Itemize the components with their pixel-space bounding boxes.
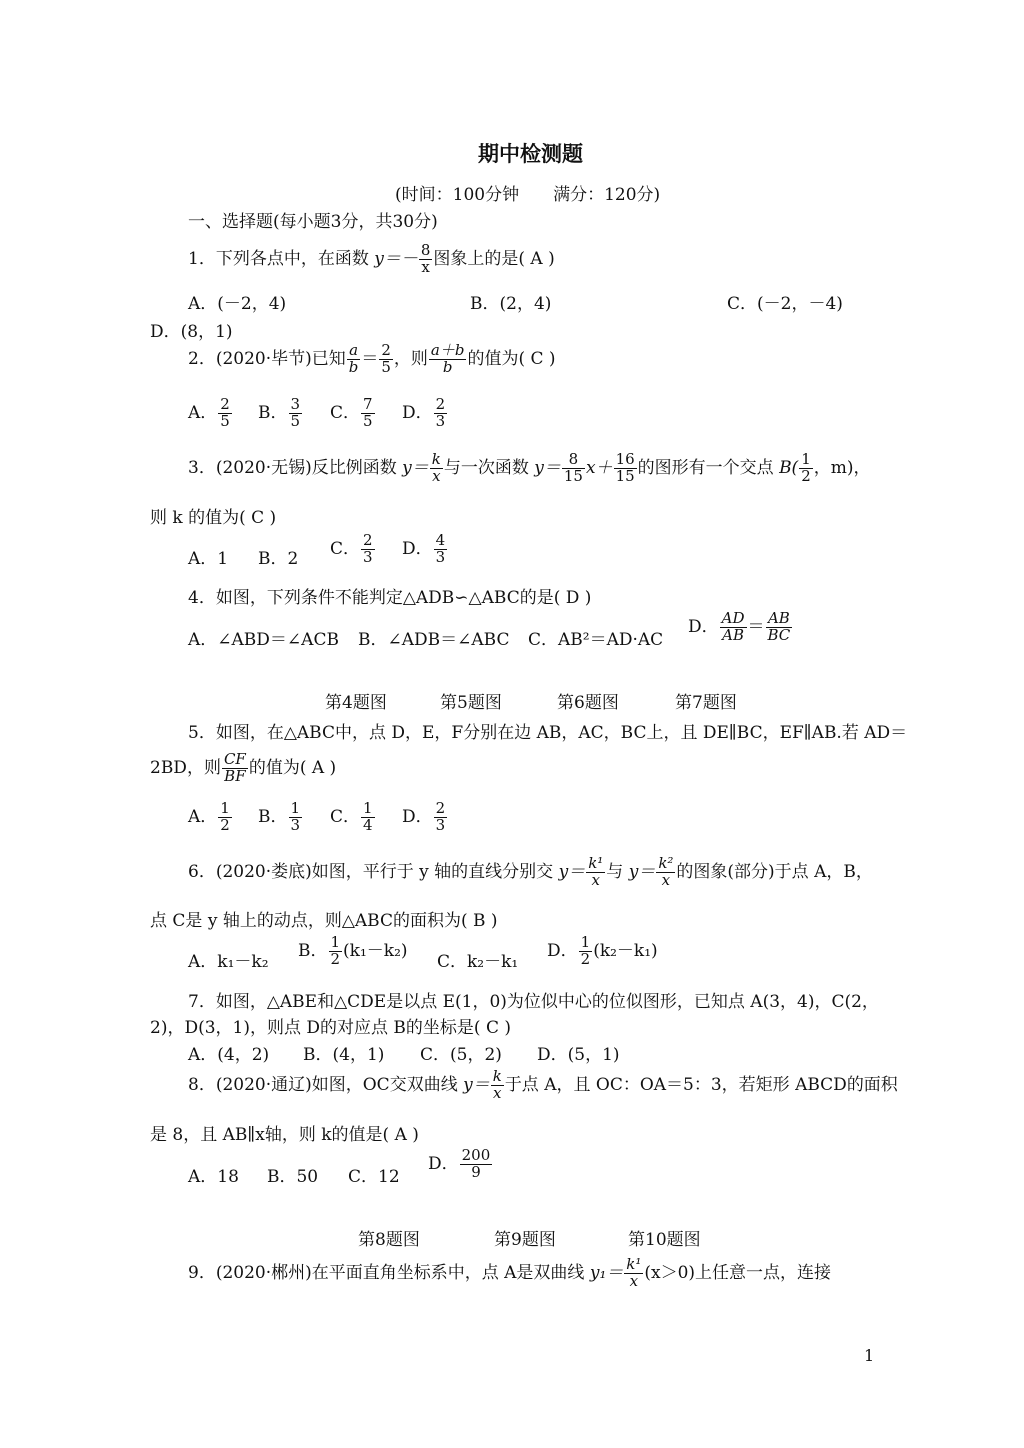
question-6-stem: 6．(2020·娄底)如图，平行于 y 轴的直线分别交 y＝ $\frac{\text{k¹}}{x}$ 与 y＝ $\frac{\text{k²}}{x}$ 的图象(部分)于点 A，B， — [188, 854, 873, 889]
q3-option-d: D． $\frac{4}{3}$ — [402, 531, 446, 566]
figure-caption: 第5题图 — [440, 693, 502, 713]
figure-caption: 第4题图 — [325, 693, 387, 713]
q6-option-a: A．k₁－k₂ — [188, 952, 269, 972]
q4-option-c: C．AB²＝AD·AC — [528, 630, 664, 650]
question-5-line1: 5．如图，在△ABC中，点 D，E，F分别在边 AB，AC，BC上，且 DE∥BC，EF∥AB.若 AD＝ — [188, 723, 908, 743]
q3-option-b: B．2 — [258, 549, 299, 569]
q2-option-d: D． $\frac{2}{3}$ — [402, 395, 446, 430]
figure-caption: 第7题图 — [675, 693, 737, 713]
figure-caption: 第8题图 — [358, 1230, 420, 1250]
q2-option-b: B． $\frac{3}{5}$ — [258, 395, 301, 430]
question-7-line1: 7．如图，△ABE和△CDE是以点 E(1，0)为位似中心的位似图形，已知点 A(3，4)，C(2， — [188, 992, 879, 1012]
q6-option-c: C．k₂－k₁ — [437, 952, 519, 972]
q7-option-d: D．(5，1) — [537, 1045, 620, 1065]
q7-option-c: C．(5，2) — [420, 1045, 502, 1065]
page-number: 1 — [864, 1346, 875, 1365]
question-3-line2: 则 k 的值为( C ) — [150, 508, 277, 528]
question-1-stem: 1．下列各点中，在函数 y＝－ $\frac{8}{x}$ 图象上的是( A ) — [188, 241, 555, 276]
q4-option-d: D． $\frac{AD}{AB}$ ＝ $\frac{AB}{BC}$ — [688, 609, 791, 644]
fraction: $\frac{8}{x}$ — [420, 241, 431, 276]
figure-caption: 第6题图 — [557, 693, 619, 713]
q5-option-c: C． $\frac{1}{4}$ — [330, 799, 373, 834]
figure-caption: 第9题图 — [494, 1230, 556, 1250]
q5-option-d: D． $\frac{2}{3}$ — [402, 799, 446, 834]
q1-option-c: C．(－2，－4) — [727, 294, 843, 314]
question-8-stem: 8．(2020·通辽)如图，OC交双曲线 y＝ $\frac{k}{x}$ 于点 A，且 OC：OA＝5：3，若矩形 ABCD的面积 — [188, 1067, 898, 1102]
question-3-stem: 3．(2020·无锡)反比例函数 y＝ $\frac{k}{x}$ 与一次函数 y＝ $\frac{8}{15}$ x＋ $\frac{16}{15}$ 的图形有一个交点 B( $\frac{1}{2}$ ，m)， — [188, 450, 871, 485]
q8-option-b: B．50 — [267, 1167, 319, 1187]
q2-option-a: A． $\frac{2}{5}$ — [188, 395, 230, 430]
question-5-line2: 2BD，则 $\frac{CF}{BF}$ 的值为( A ) — [150, 750, 337, 785]
question-4-stem: 4．如图，下列条件不能判定△ADB∽△ABC的是( D ) — [188, 588, 592, 608]
q1-option-d: D．(8，1) — [150, 322, 233, 342]
section-heading: 一、选择题(每小题3分，共30分) — [188, 212, 438, 232]
page-title: 期中检测题 — [478, 142, 583, 166]
q8-option-c: C．12 — [348, 1167, 400, 1187]
q1-option-a: A．(－2，4) — [188, 294, 287, 314]
q3-option-c: C． $\frac{2}{3}$ — [330, 531, 373, 566]
q8-option-a: A．18 — [188, 1167, 239, 1187]
q3-option-a: A．1 — [188, 549, 229, 569]
question-8-line2: 是 8，且 AB∥x轴，则 k的值是( A ) — [150, 1125, 419, 1145]
q5-option-a: A． $\frac{1}{2}$ — [188, 799, 230, 834]
q8-option-d: D． $\frac{200}{9}$ — [428, 1146, 491, 1181]
question-7-line2: 2)，D(3，1)，则点 D的对应点 B的坐标是( C ) — [150, 1018, 511, 1038]
question-6-line2: 点 C是 y 轴上的动点，则△ABC的面积为( B ) — [150, 911, 498, 931]
q1-option-b: B．(2，4) — [470, 294, 552, 314]
q6-option-b: B． $\frac{1}{2}$ (k₁－k₂) — [298, 933, 408, 968]
q4-option-b: B．∠ADB＝∠ABC — [358, 630, 510, 650]
q7-option-a: A．(4，2) — [188, 1045, 270, 1065]
question-2-stem: 2．(2020·毕节)已知 $\frac{a}{b}$ ＝ $\frac{2}{5}$ ，则 $\frac{a+b}{b}$ 的值为( C ) — [188, 341, 556, 376]
q7-option-b: B．(4，1) — [303, 1045, 385, 1065]
exam-subtitle: (时间：100分钟 满分：120分) — [395, 185, 661, 205]
q4-option-a: A．∠ABD＝∠ACB — [188, 630, 339, 650]
question-9-stem: 9．(2020·郴州)在平面直角坐标系中，点 A是双曲线 y₁＝ $\frac{\text{k¹}}{x}$ (x＞0)上任意一点，连接 — [188, 1255, 832, 1290]
q2-option-c: C． $\frac{7}{5}$ — [330, 395, 373, 430]
q5-option-b: B． $\frac{1}{3}$ — [258, 799, 301, 834]
figure-caption: 第10题图 — [628, 1230, 701, 1250]
q6-option-d: D． $\frac{1}{2}$ (k₂－k₁) — [547, 933, 658, 968]
